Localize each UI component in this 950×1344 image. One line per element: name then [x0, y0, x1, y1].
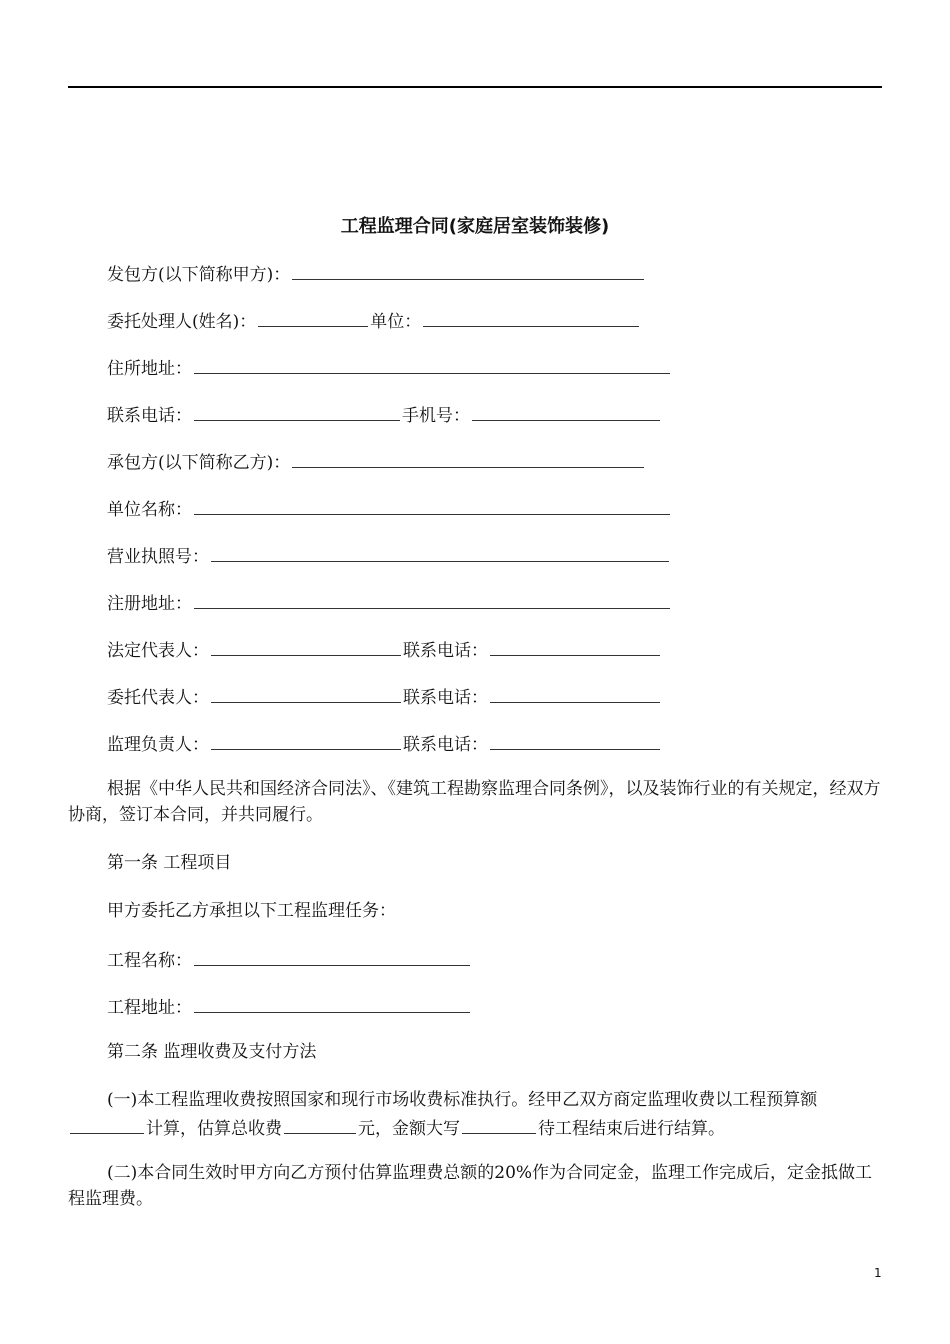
blank-line[interactable]: [462, 1113, 536, 1134]
field-address: [107, 353, 672, 379]
field-project-name: [107, 945, 472, 971]
blank-line[interactable]: [194, 945, 470, 966]
blank-line[interactable]: [194, 992, 470, 1013]
blank-line[interactable]: [211, 541, 669, 562]
blank-line[interactable]: [211, 729, 401, 750]
clause-text: 待工程结束后进行结算。: [538, 1119, 725, 1139]
field-delegate: [107, 306, 641, 332]
blank-line[interactable]: [194, 400, 400, 421]
article2-clause1: [68, 1087, 888, 1142]
header-rule: [68, 86, 882, 88]
blank-line[interactable]: [490, 682, 660, 703]
field-unit-name: [107, 494, 672, 520]
article2-clause2: [68, 1160, 888, 1212]
field-label: 监理负责人：: [107, 735, 209, 755]
clause-text: 计算，估算总收费: [146, 1119, 282, 1139]
field-label: 委托处理人(姓名)：: [107, 312, 257, 332]
document-title: 工程监理合同(家庭居室装饰装修): [340, 216, 610, 237]
paragraph-text: 根据《中华人民共和国经济合同法》、《建筑工程勘察监理合同条例》，以及装饰行业的有关规定，经双方协商，签订本合同，并共同履行。: [68, 779, 881, 825]
field-label: 联系电话：: [403, 688, 488, 708]
clause-text: 元，金额大写: [358, 1119, 460, 1139]
field-supervisor: [107, 729, 662, 755]
field-project-address: [107, 992, 472, 1018]
field-license-no: [107, 541, 671, 567]
field-label: 联系电话：: [403, 641, 488, 661]
blank-line[interactable]: [211, 682, 401, 703]
field-label: 营业执照号：: [107, 547, 209, 567]
article1-text: 甲方委托乙方承担以下工程监理任务：: [107, 901, 396, 921]
blank-line[interactable]: [490, 729, 660, 750]
blank-line[interactable]: [490, 635, 660, 656]
blank-line[interactable]: [423, 306, 639, 327]
intro-paragraph: [68, 776, 888, 828]
field-entrusted-rep: [107, 682, 662, 708]
field-label: 发包方(以下简称甲方)：: [107, 265, 291, 285]
field-party-a: [107, 259, 646, 285]
field-label: 住所地址：: [107, 359, 192, 379]
field-label: 工程名称：: [107, 951, 192, 971]
field-label: 手机号：: [402, 406, 470, 426]
blank-line[interactable]: [211, 635, 401, 656]
field-label: 联系电话：: [403, 735, 488, 755]
clause-text: (一)本工程监理收费按照国家和现行市场收费标准执行。经甲乙双方商定监理收费以工程预算额: [107, 1090, 818, 1110]
field-label: 法定代表人：: [107, 641, 209, 661]
clause-text: (二)本合同生效时甲方向乙方预付估算监理费总额的20%作为合同定金，监理工作完成后，定金抵做工程监理费。: [68, 1163, 873, 1209]
blank-line[interactable]: [70, 1113, 144, 1134]
page-number: 1: [874, 1266, 882, 1280]
blank-line[interactable]: [292, 259, 644, 280]
blank-line[interactable]: [194, 353, 670, 374]
article1-heading: 第一条 工程项目: [107, 853, 232, 873]
article2-heading: 第二条 监理收费及支付方法: [107, 1042, 317, 1062]
blank-line[interactable]: [284, 1113, 356, 1134]
field-label: 注册地址：: [107, 594, 192, 614]
field-label: 单位名称：: [107, 500, 192, 520]
field-label: 委托代表人：: [107, 688, 209, 708]
blank-line[interactable]: [194, 494, 670, 515]
field-label: 承包方(以下简称乙方)：: [107, 453, 291, 473]
blank-line[interactable]: [258, 306, 368, 327]
blank-line[interactable]: [472, 400, 660, 421]
field-legal-rep: [107, 635, 662, 661]
field-label: 联系电话：: [107, 406, 192, 426]
field-label: 单位：: [370, 312, 422, 332]
field-label: 工程地址：: [107, 998, 192, 1018]
blank-line[interactable]: [194, 588, 670, 609]
blank-line[interactable]: [292, 447, 644, 468]
field-party-b: [107, 447, 646, 473]
field-reg-address: [107, 588, 672, 614]
field-phone: [107, 400, 662, 426]
